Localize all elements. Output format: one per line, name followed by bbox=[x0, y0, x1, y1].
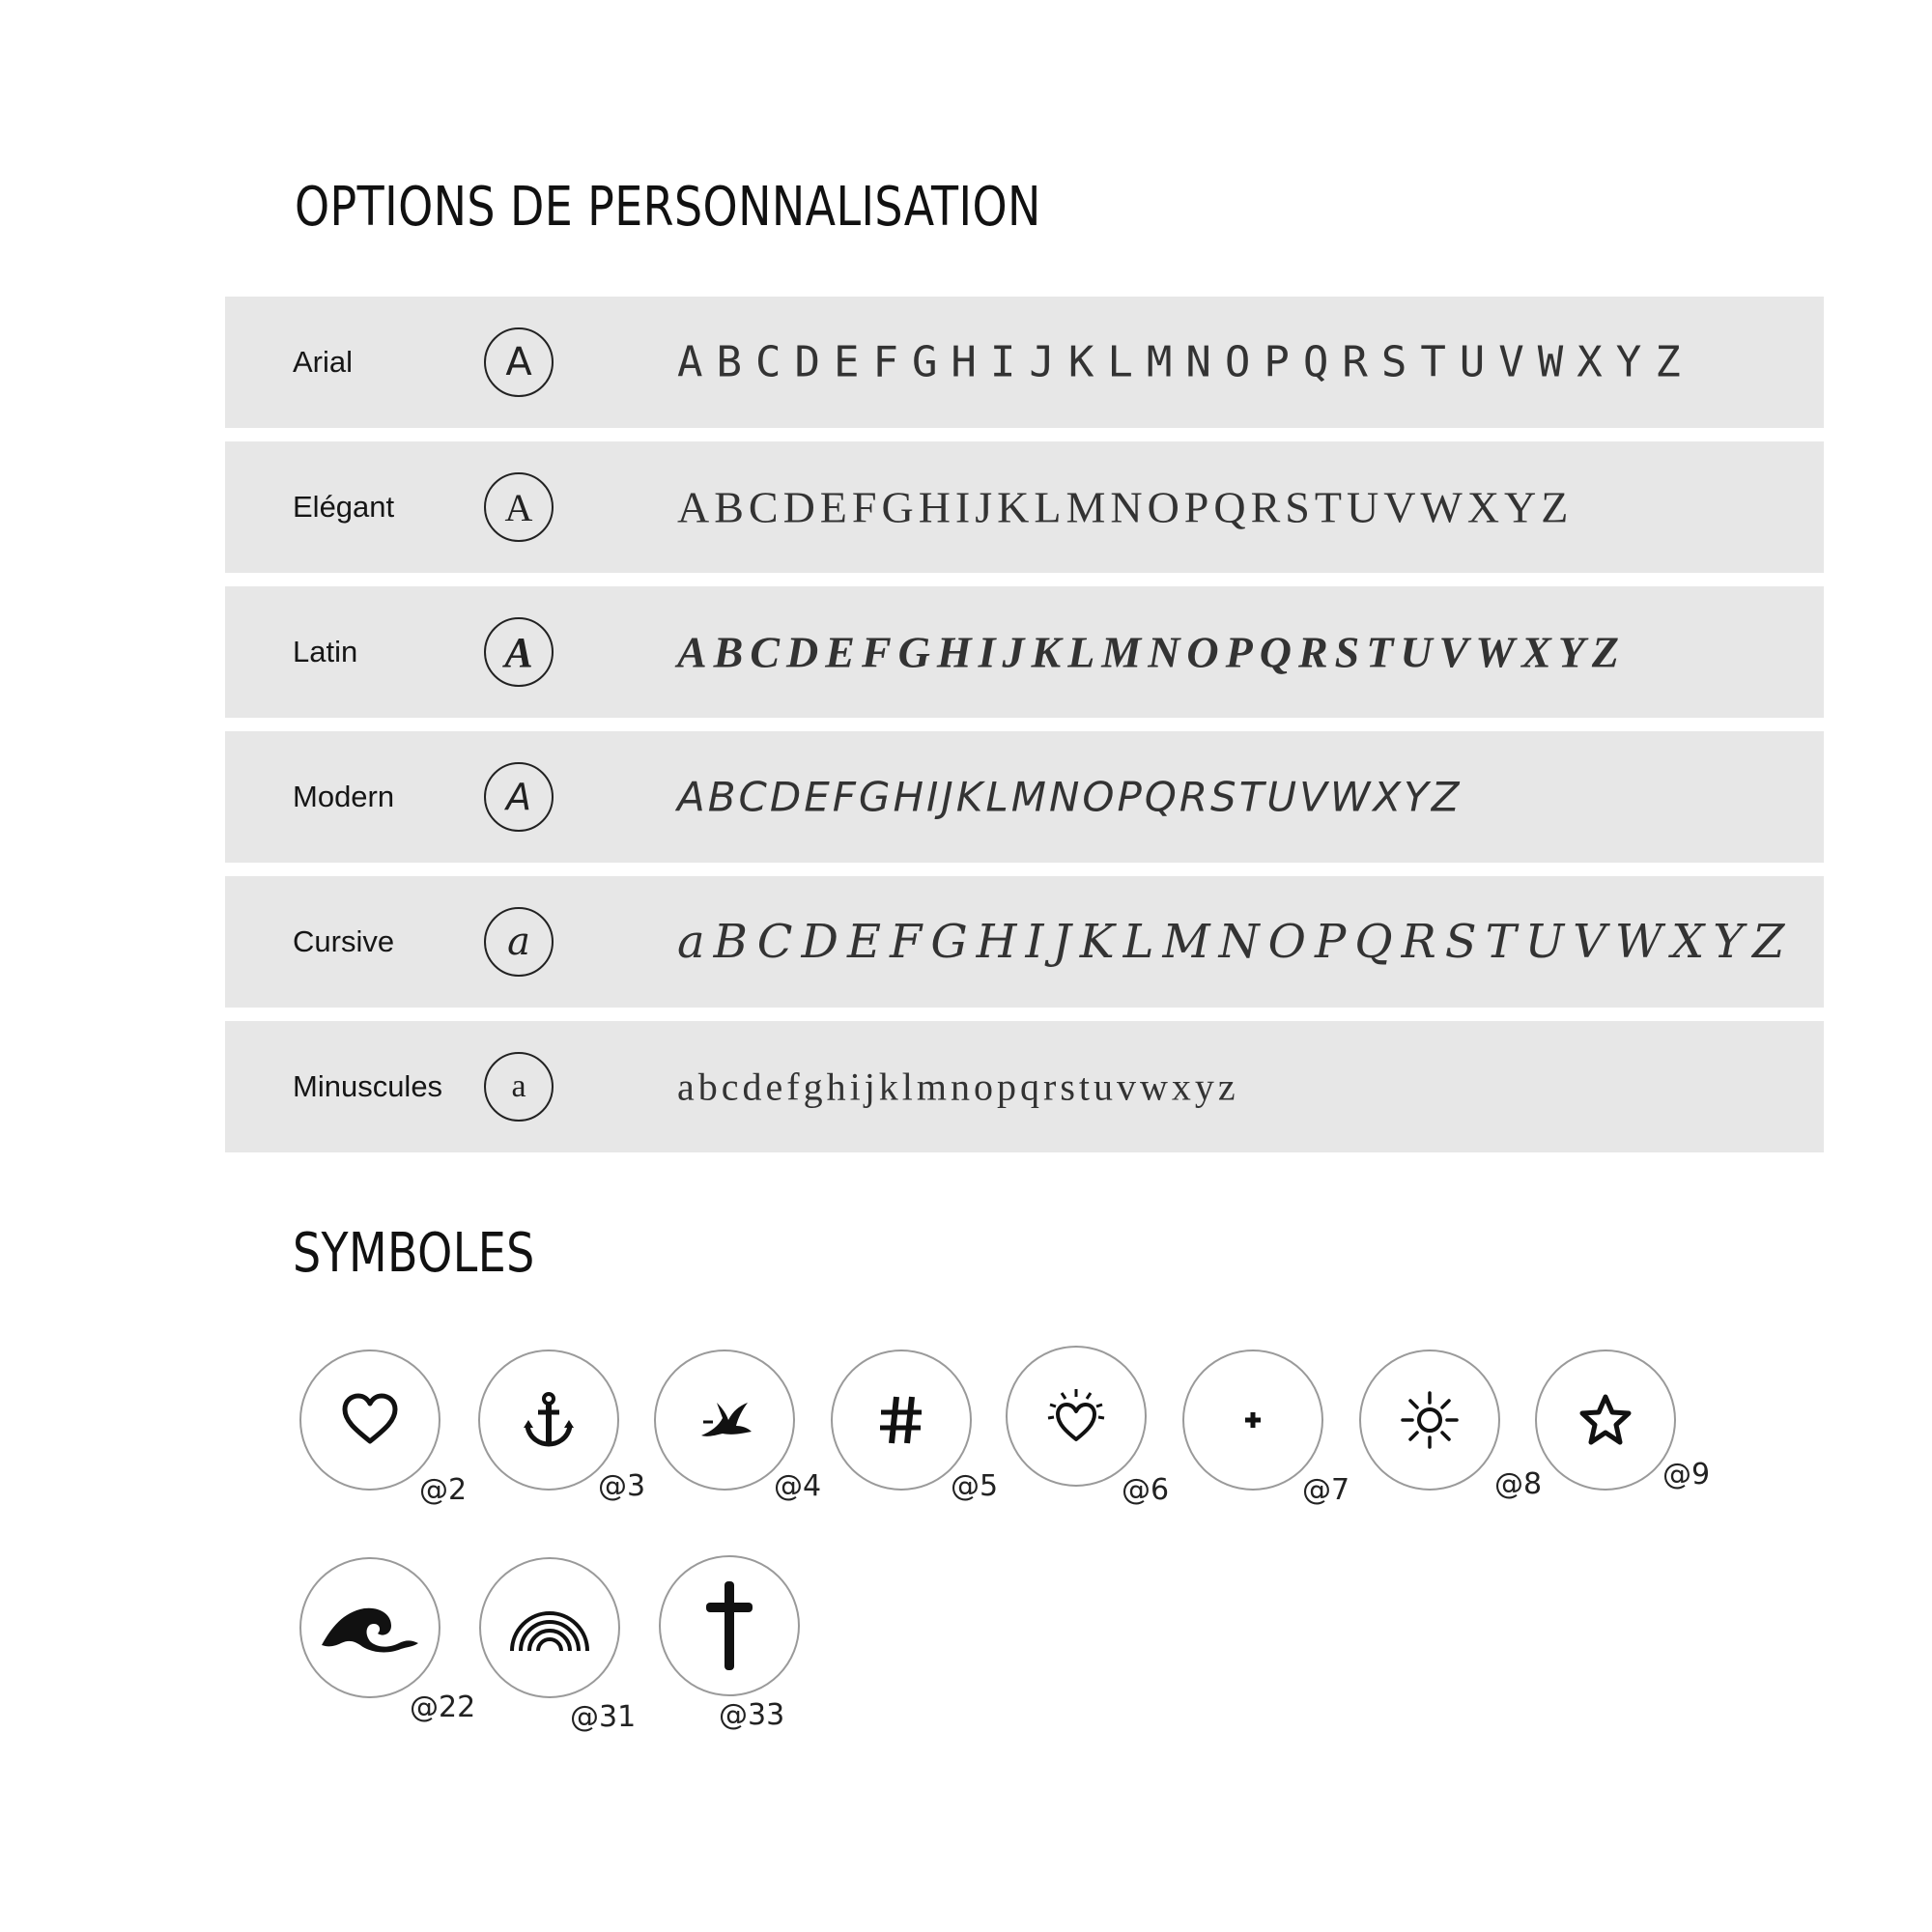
font-alphabet: ABCDEFGHIJKLMNOPQRSTUVWXYZ bbox=[677, 627, 1627, 677]
plus-icon bbox=[1241, 1408, 1264, 1432]
font-name: Latin bbox=[293, 635, 358, 668]
star-icon bbox=[1577, 1391, 1634, 1449]
anchor-icon bbox=[520, 1389, 578, 1451]
font-sample-circle: A bbox=[484, 762, 554, 832]
symbol-circle bbox=[1182, 1350, 1323, 1491]
font-row-modern[interactable] bbox=[225, 731, 1824, 863]
font-sample-circle: A bbox=[484, 472, 554, 542]
symbol-circle bbox=[299, 1557, 440, 1698]
symbol-code: @4 bbox=[774, 1469, 822, 1503]
symbol-code: @31 bbox=[570, 1700, 637, 1734]
rainbow-icon bbox=[506, 1601, 593, 1655]
font-name: Modern bbox=[293, 780, 395, 813]
symbol-circle bbox=[299, 1350, 440, 1491]
font-sample-circle: A bbox=[484, 327, 554, 397]
font-sample-circle: a bbox=[484, 1052, 554, 1122]
symbols-title: SYMBOLES bbox=[293, 1222, 535, 1285]
font-alphabet: abcdefghijklmnopqrstuvwxyz bbox=[677, 1065, 1239, 1109]
font-sample-circle: A bbox=[484, 617, 554, 687]
shining-heart-icon bbox=[1042, 1385, 1110, 1447]
font-alphabet: ABCDEFGHIJKLMNOPQRSTUVWXYZ bbox=[677, 482, 1574, 532]
font-name: Elégant bbox=[293, 490, 395, 524]
symbol-option-anchor[interactable] bbox=[478, 1350, 646, 1503]
symbol-option-heart[interactable] bbox=[299, 1350, 468, 1507]
font-name: Arial bbox=[293, 345, 354, 379]
font-row-latin[interactable] bbox=[225, 586, 1824, 718]
font-options-table bbox=[225, 297, 1824, 1166]
symbol-circle bbox=[1535, 1350, 1676, 1491]
font-name: Minuscules bbox=[293, 1069, 443, 1103]
font-row-cursive[interactable] bbox=[225, 876, 1824, 1008]
symbol-code: @3 bbox=[598, 1469, 646, 1503]
symbol-code: @22 bbox=[410, 1690, 476, 1724]
symbol-option-bird[interactable] bbox=[654, 1350, 822, 1503]
symbol-option-sun[interactable] bbox=[1359, 1350, 1543, 1501]
symbol-circle bbox=[1359, 1350, 1500, 1491]
font-row-minuscules[interactable] bbox=[225, 1021, 1824, 1152]
symbol-option-star[interactable] bbox=[1535, 1350, 1711, 1492]
symbol-code: @8 bbox=[1494, 1467, 1543, 1501]
symbol-circle bbox=[479, 1557, 620, 1698]
symbol-option-plus[interactable] bbox=[1182, 1350, 1350, 1507]
wave-icon bbox=[318, 1599, 422, 1657]
bird-icon bbox=[694, 1393, 755, 1447]
symbol-option-rainbow[interactable] bbox=[479, 1557, 637, 1734]
symbol-code: @9 bbox=[1662, 1458, 1711, 1492]
hashtag-icon bbox=[877, 1393, 925, 1447]
font-sample-circle: a bbox=[484, 907, 554, 977]
symbol-code: @7 bbox=[1302, 1473, 1350, 1507]
symbol-option-cross[interactable] bbox=[659, 1555, 800, 1732]
page-title: OPTIONS DE PERSONNALISATION bbox=[295, 176, 1041, 239]
font-alphabet: aBCDEFGHIJKLMNOPQRSTUVWXYZ bbox=[677, 915, 1794, 969]
font-name: Cursive bbox=[293, 924, 395, 958]
cross-icon bbox=[700, 1577, 758, 1674]
font-row-arial[interactable] bbox=[225, 297, 1824, 428]
symbol-code: @2 bbox=[419, 1473, 468, 1507]
font-alphabet: ABCDEFGHIJKLMNOPQRSTUVWXYZ bbox=[677, 337, 1694, 387]
symbol-circle bbox=[1006, 1346, 1147, 1487]
heart-icon bbox=[339, 1389, 401, 1451]
symbol-code: @6 bbox=[1122, 1473, 1170, 1507]
symbol-code: @33 bbox=[719, 1698, 785, 1732]
sun-icon bbox=[1399, 1389, 1461, 1451]
symbol-option-hashtag[interactable] bbox=[831, 1350, 999, 1503]
symbol-option-wave[interactable] bbox=[299, 1557, 476, 1724]
symbol-option-shining-heart[interactable] bbox=[1006, 1346, 1170, 1507]
symbol-circle bbox=[659, 1555, 800, 1696]
symbol-code: @5 bbox=[951, 1469, 999, 1503]
font-row-elegant[interactable] bbox=[225, 441, 1824, 573]
font-alphabet: ABCDEFGHIJKLMNOPQRSTUVWXYZ bbox=[677, 773, 1463, 821]
